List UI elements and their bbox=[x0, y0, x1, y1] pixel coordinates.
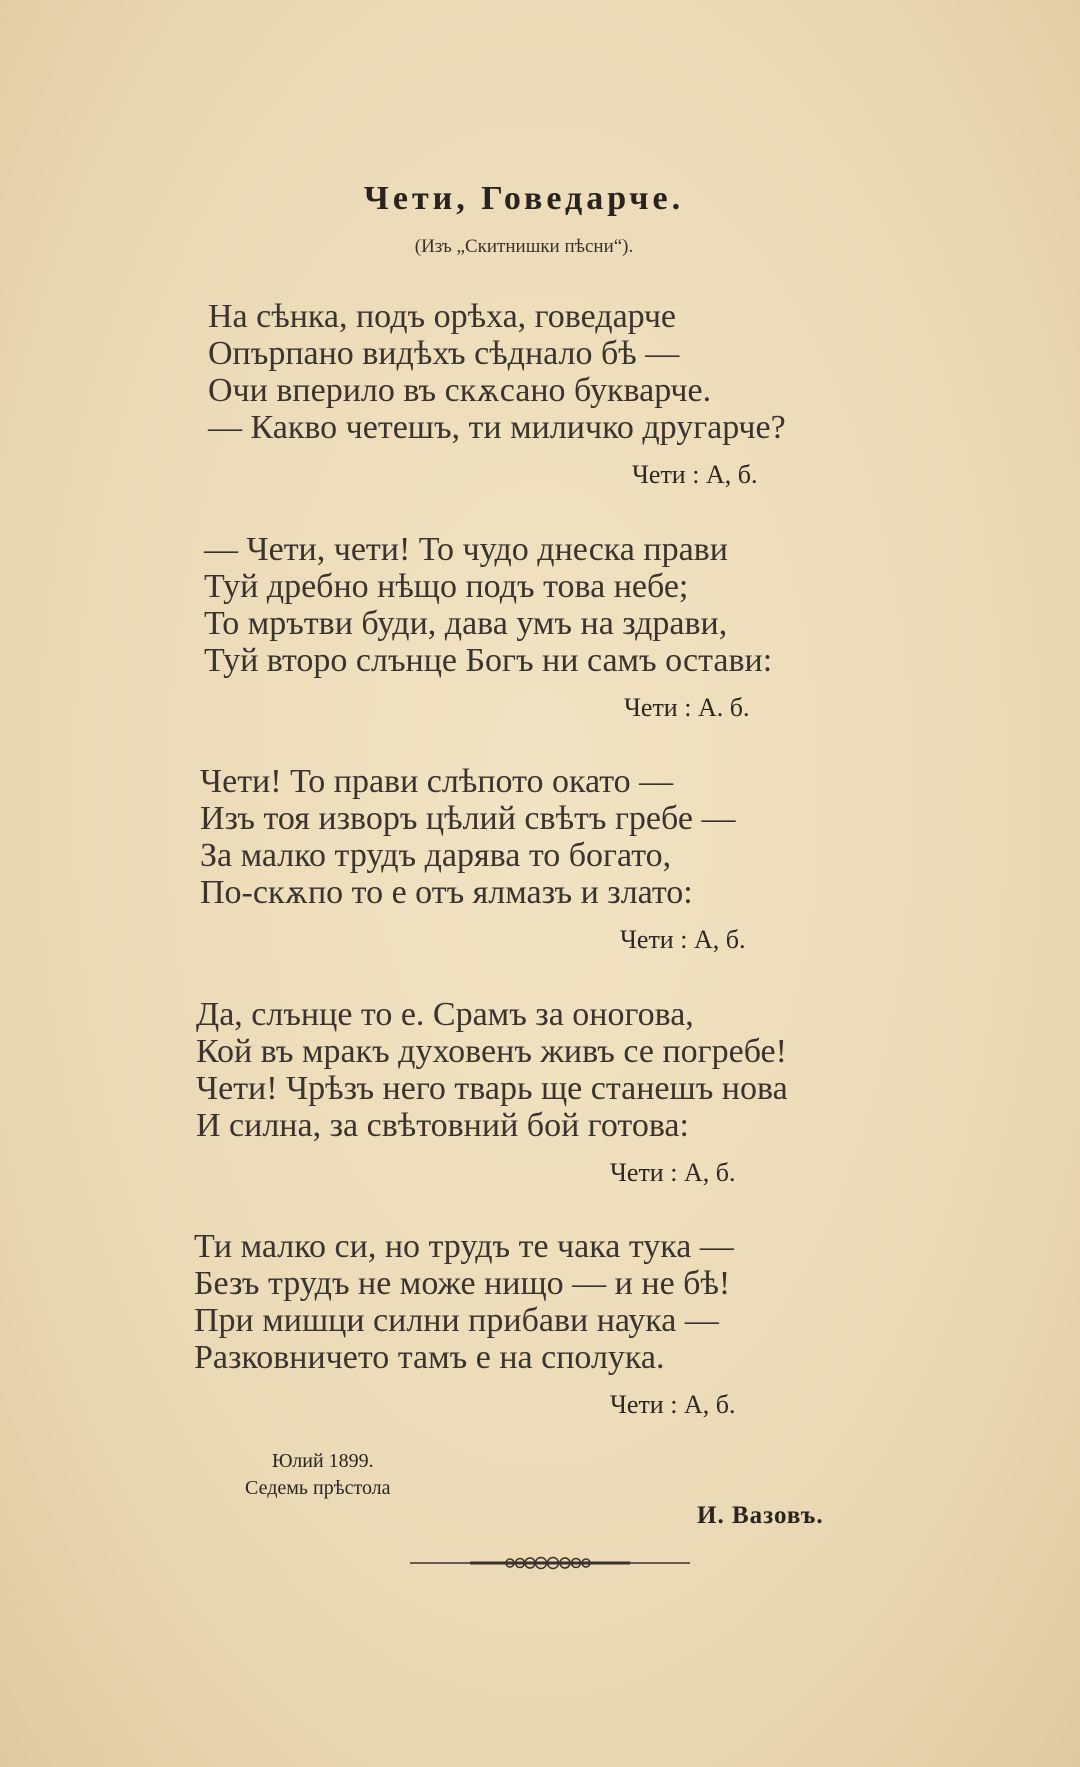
poem-subtitle: (Изъ „Скитнишки пѣсни“). bbox=[414, 236, 634, 257]
stanza-line: — Чети, чети! То чудо днеска прави bbox=[204, 531, 728, 568]
refrain: Чети : А, б. bbox=[632, 460, 758, 489]
refrain: Чети : А, б. bbox=[610, 1158, 736, 1187]
refrain: Чети : А, б. bbox=[620, 925, 746, 954]
stanza-line: — Какво четешъ, ти миличко другарче? bbox=[208, 409, 786, 446]
stanza-line: При мишци силни прибави наука — bbox=[194, 1302, 719, 1339]
stanza-line: Чети! Чрѣзъ него тварь ще станешъ нова bbox=[196, 1070, 788, 1107]
stanza-1 bbox=[208, 298, 1008, 446]
stanza-line: Опърпано видѣхъ сѣднало бѣ — bbox=[208, 335, 680, 372]
stanza-line: Разковничето тамъ е на сполука. bbox=[194, 1339, 665, 1376]
poem-author: И. Вазовъ. bbox=[697, 1502, 824, 1529]
stanza-line: Очи вперило въ скѫсано букварче. bbox=[208, 372, 712, 409]
stanza-4 bbox=[196, 996, 996, 1144]
stanza-line: По-скѫпо то е отъ ялмазъ и злато: bbox=[200, 874, 693, 911]
ornament-rule bbox=[410, 1555, 690, 1571]
stanza-line: Изъ тоя изворъ цѣлий свѣтъ гребе — bbox=[200, 800, 736, 837]
refrain: Чети : А, б. bbox=[610, 1390, 736, 1419]
poem-place: Седемь прѣстола bbox=[245, 1477, 391, 1499]
stanza-3 bbox=[200, 763, 1000, 911]
poem-date: Юлий 1899. bbox=[272, 1450, 374, 1472]
stanza-2 bbox=[204, 531, 1004, 679]
stanza-line: Безъ трудъ не може нищо — и не бѣ! bbox=[194, 1265, 731, 1302]
stanza-line: И силна, за свѣтовний бой готова: bbox=[196, 1107, 689, 1144]
stanza-line: На сѣнка, подъ орѣха, говедарче bbox=[208, 298, 677, 335]
stanza-line: Чети! То прави слѣпото окато — bbox=[200, 763, 674, 800]
stanza-line: Туй дребно нѣщо подъ това небе; bbox=[204, 568, 689, 605]
stanza-5 bbox=[194, 1228, 994, 1376]
stanza-line: То мрътви буди, дава умъ на здрави, bbox=[204, 605, 728, 642]
refrain: Чети : А. б. bbox=[624, 693, 750, 722]
stanza-line: Кой въ мракъ духовенъ живъ се погребе! bbox=[196, 1033, 787, 1070]
poem-title: Чети, Говедарче. bbox=[363, 180, 685, 217]
stanza-line: Да, слънце то е. Срамъ за оногова, bbox=[196, 996, 694, 1033]
stanza-line: За малко трудъ дарява то богато, bbox=[200, 837, 672, 874]
stanza-line: Туй второ слънце Богъ ни самъ остави: bbox=[204, 642, 773, 679]
stanza-line: Ти малко си, но трудъ те чака тука — bbox=[194, 1228, 734, 1265]
